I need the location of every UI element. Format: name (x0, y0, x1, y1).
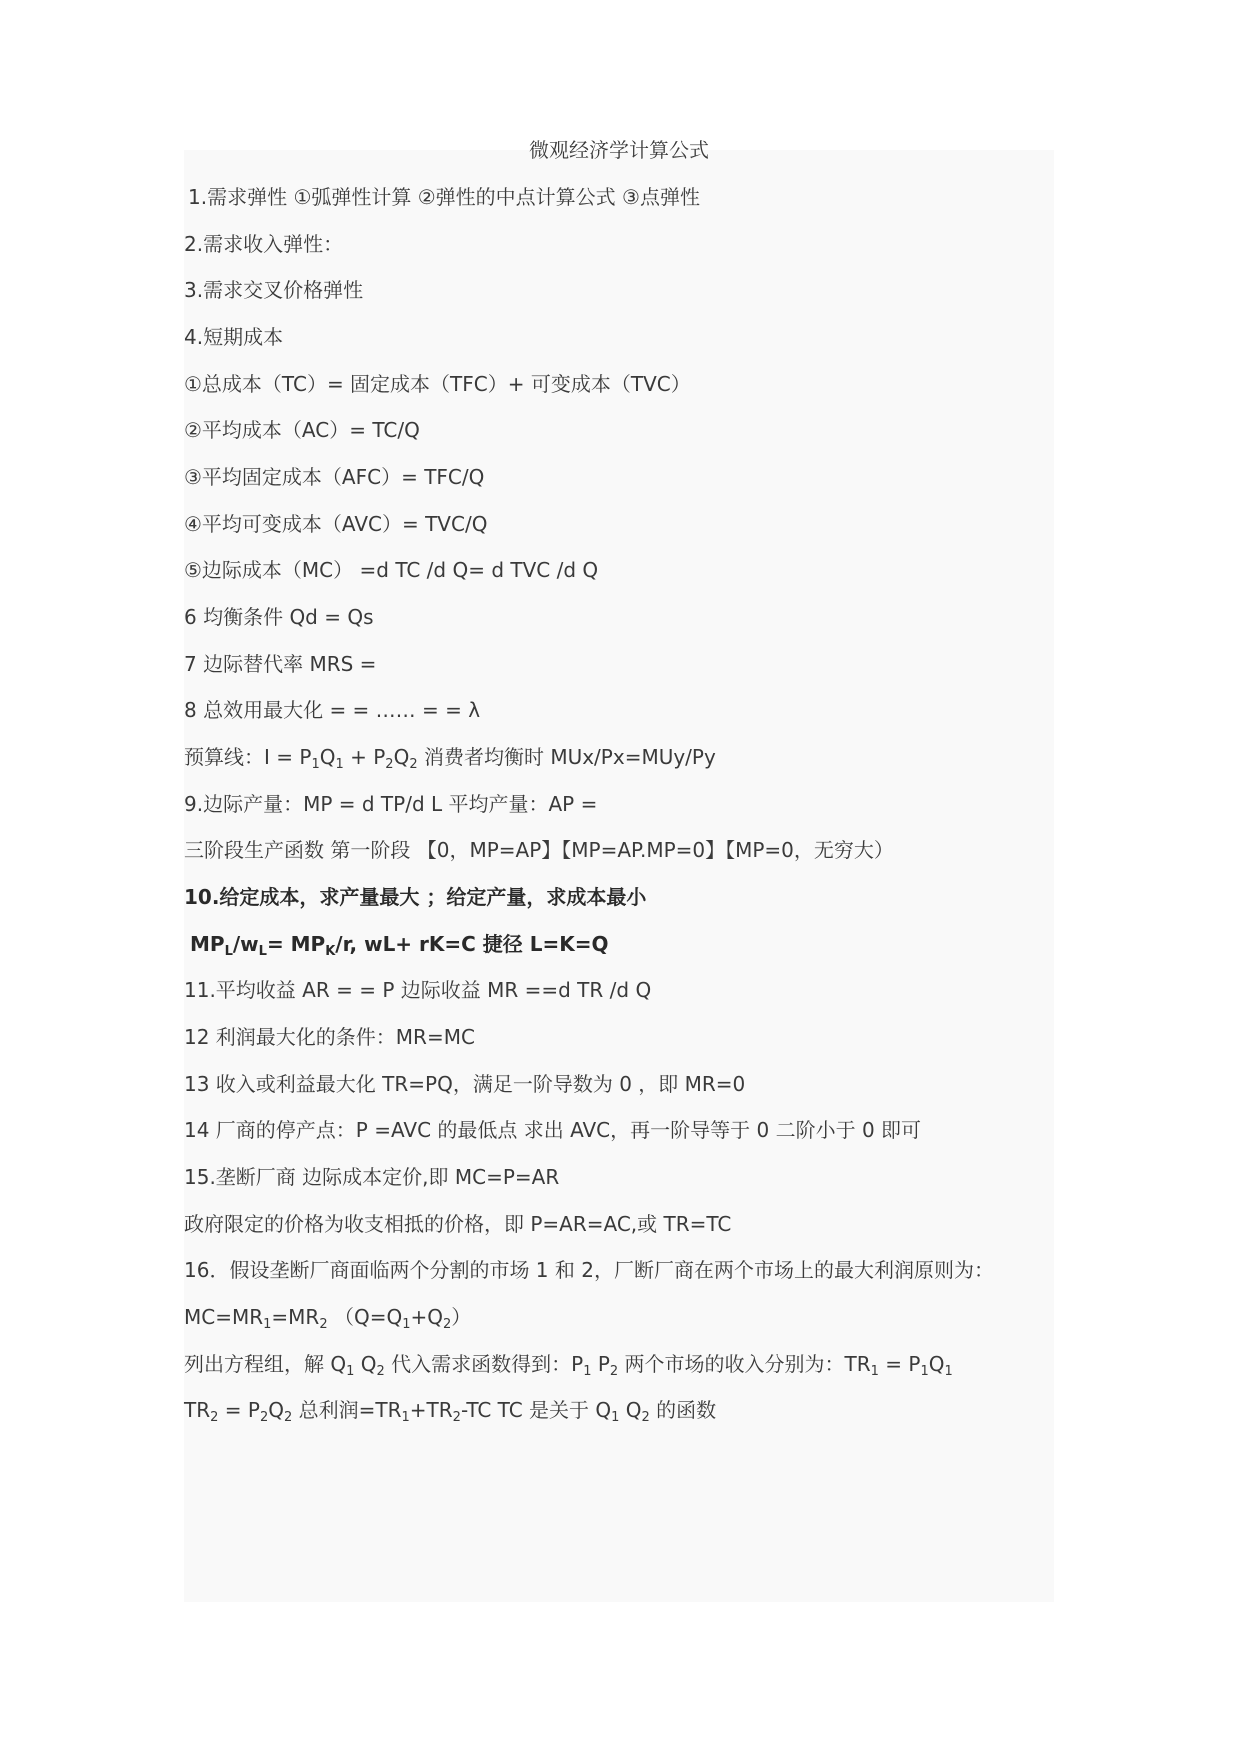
line-solve-equations: 列出方程组，解 $Q_1$ $Q_2$ 代入需求函数得到：$P_1$ $P_2$ 两个市场的收入分别为：$TR_1 = P_1Q_1$ (184, 1352, 953, 1379)
line-demand-elasticity: 1.需求弹性 ①弧弹性计算 ②弹性的中点计算公式 ③点弹性 (188, 185, 700, 209)
line-marginal-product: 9.边际产量：MP = d TP/d L 平均产量：AP = (184, 792, 598, 816)
line-income-elasticity: 2.需求收入弹性： (184, 232, 344, 256)
line-revenue-max: 13 收入或利益最大化 TR=PQ，满足一阶导数为 0 ，即 MR=0 (184, 1072, 746, 1096)
line-profit-max: 12 利润最大化的条件：MR=MC (184, 1025, 475, 1049)
doc-title: 微观经济学计算公式 (529, 138, 709, 162)
line-total-cost: ①总成本（TC）= 固定成本（TFC）+ 可变成本（TVC） (184, 372, 691, 396)
line-shutdown-point: 14 厂商的停产点：P =AVC 的最低点 求出 AVC，再一阶导等于 0 二阶小于 0 即可 (184, 1118, 922, 1142)
line-average-cost: ②平均成本（AC）= TC/Q (184, 418, 420, 442)
line-cross-elasticity: 3.需求交叉价格弹性 (184, 278, 364, 302)
line-total-profit: $TR_2 = P_2Q_2$ 总利润$=TR_1+TR_2-TC$ TC 是关于 $Q_1$ $Q_2$ 的函数 (184, 1398, 717, 1425)
line-mrs: 7 边际替代率 MRS = (184, 652, 377, 676)
document-page (184, 138, 1054, 1602)
line-short-run-cost: 4.短期成本 (184, 325, 284, 349)
line-price-discrimination: 16．假设垄断厂商面临两个分割的市场 1 和 2，厂断厂商在两个市场上的最大利润原则为： (184, 1258, 994, 1282)
line-utility-max: 8 总效用最大化 = = …… = = λ (184, 698, 481, 722)
line-marginal-cost: ⑤边际成本（MC） =d TC /d Q= d TVC /d Q (184, 558, 599, 582)
line-average-variable-cost: ④平均可变成本（AVC）= TVC/Q (184, 512, 488, 536)
line-three-stages: 三阶段生产函数 第一阶段 【0，MP=AP】【MP=AP.MP=0】【MP=0，无穷大） (184, 838, 894, 862)
line-optimal-inputs: $MP_L/w_L= MP_K/r$, wL+ rK=C 捷径 L=K=Q (190, 932, 609, 959)
line-average-fixed-cost: ③平均固定成本（AFC）= TFC/Q (184, 465, 485, 489)
line-cost-output-heading: 10.给定成本，求产量最大 ；给定产量，求成本最小 (184, 885, 647, 909)
line-mc-mr: $MC=MR_1=MR_2$ $(Q=Q_1+Q_2)$ (184, 1305, 472, 1332)
line-government-price: 政府限定的价格为收支相抵的价格，即 P=AR=AC,或 TR=TC (184, 1212, 732, 1236)
line-monopoly-pricing: 15.垄断厂商 边际成本定价,即 MC=P=AR (184, 1165, 560, 1189)
line-budget: 预算线：$I = P_1Q_1 + P_2Q_2$ 消费者均衡时 MUx/Px=MUy/Py (184, 745, 716, 772)
line-revenue: 11.平均收益 AR = = P 边际收益 MR ==d TR /d Q (184, 978, 652, 1002)
line-equilibrium: 6 均衡条件 Qd = Qs (184, 605, 374, 629)
